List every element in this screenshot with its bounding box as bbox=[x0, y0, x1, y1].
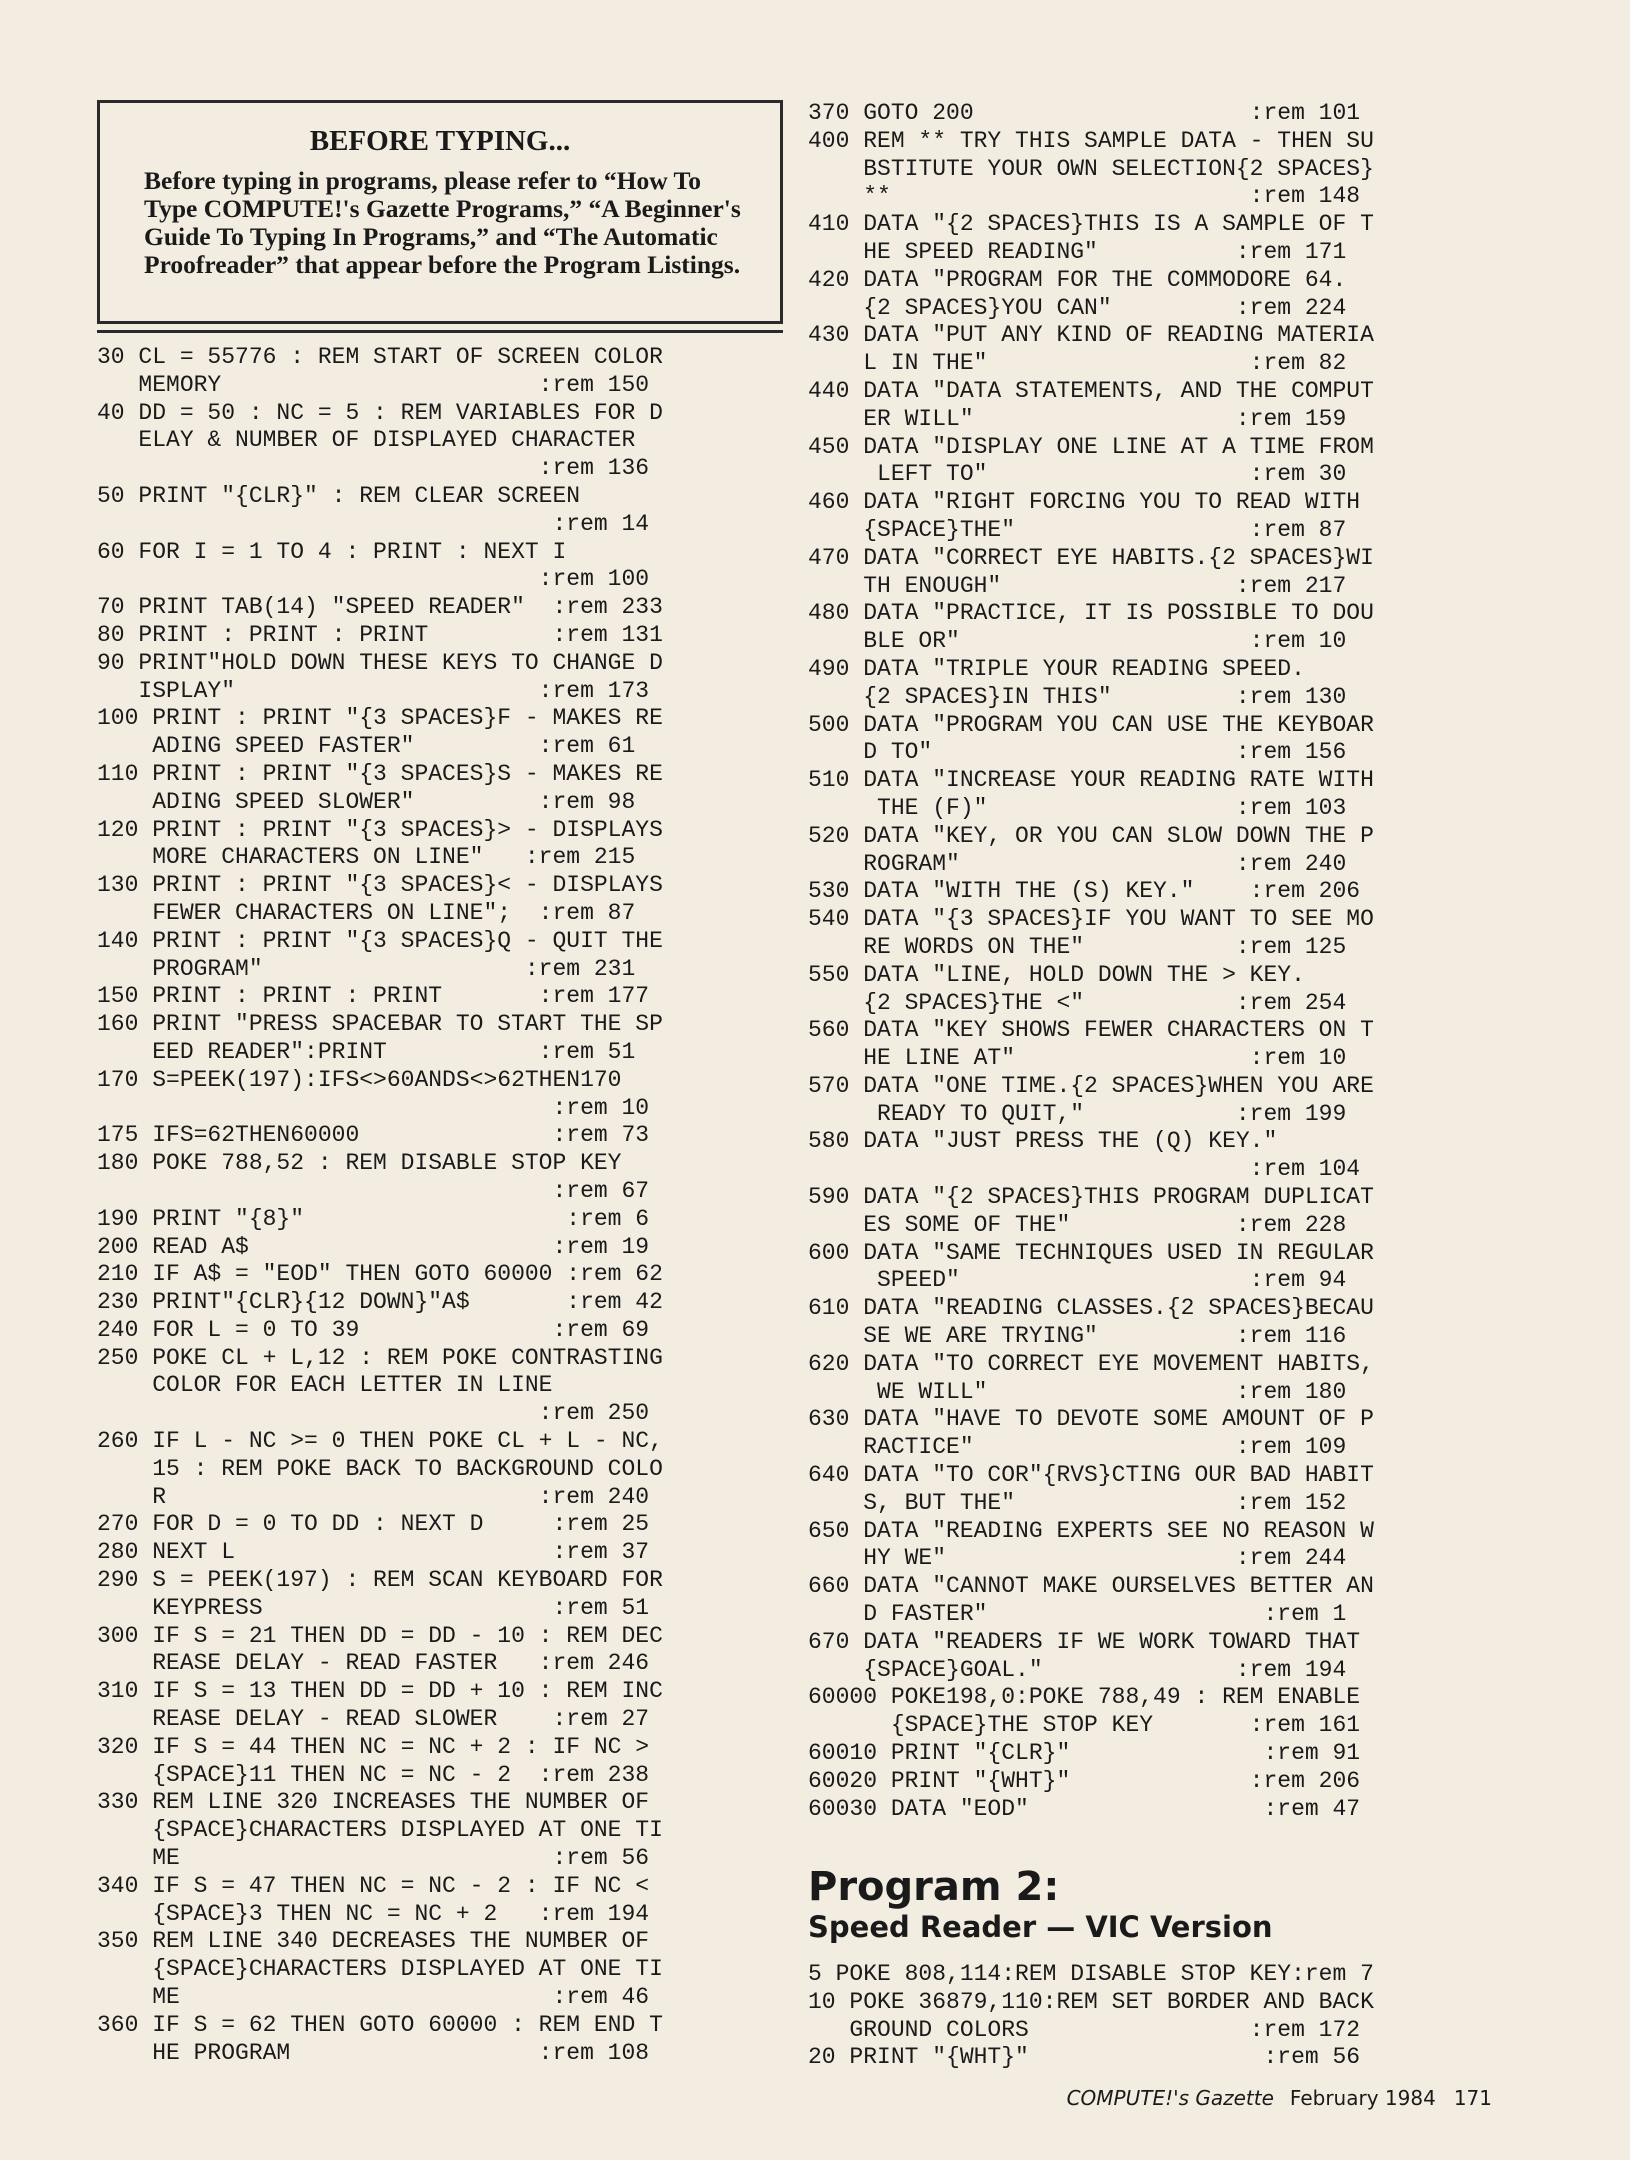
code-line: 450 DATA "DISPLAY ONE LINE AT A TIME FROM bbox=[808, 433, 1374, 460]
code-line: 630 DATA "HAVE TO DEVOTE SOME AMOUNT OF P bbox=[808, 1406, 1374, 1433]
code-line: 180 POKE 788,52 : REM DISABLE STOP KEY bbox=[97, 1150, 622, 1177]
code-line: LEFT TO" :rem 30 bbox=[808, 461, 1347, 488]
code-line: RE WORDS ON THE" :rem 125 bbox=[808, 933, 1347, 960]
code-line: 330 REM LINE 320 INCREASES THE NUMBER OF bbox=[97, 1789, 650, 1816]
code-line: {SPACE}THE" :rem 87 bbox=[808, 516, 1347, 543]
code-line: 120 PRINT : PRINT "{3 SPACES}> - DISPLAYS bbox=[97, 816, 663, 843]
code-line: 420 DATA "PROGRAM FOR THE COMMODORE 64. bbox=[808, 266, 1347, 293]
code-line: HE LINE AT" :rem 10 bbox=[808, 1045, 1347, 1072]
code-line: 190 PRINT "{8}" :rem 6 bbox=[97, 1205, 650, 1232]
code-line: 500 DATA "PROGRAM YOU CAN USE THE KEYBOAR bbox=[808, 711, 1374, 738]
code-line: 510 DATA "INCREASE YOUR READING RATE WITH bbox=[808, 767, 1374, 794]
code-line: 60000 POKE198,0:POKE 788,49 : REM ENABLE bbox=[808, 1684, 1361, 1711]
code-line: 560 DATA "KEY SHOWS FEWER CHARACTERS ON T bbox=[808, 1017, 1374, 1044]
page-number: 171 bbox=[1453, 2086, 1492, 2110]
code-line: {SPACE}3 THEN NC = NC + 2 :rem 194 bbox=[97, 1900, 650, 1927]
code-line: 40 DD = 50 : NC = 5 : REM VARIABLES FOR D bbox=[97, 399, 663, 426]
code-line: ISPLAY" :rem 173 bbox=[97, 677, 650, 704]
code-line: REASE DELAY - READ SLOWER :rem 27 bbox=[97, 1706, 650, 1733]
code-line: 480 DATA "PRACTICE, IT IS POSSIBLE TO DOU bbox=[808, 600, 1374, 627]
code-line: BSTITUTE YOUR OWN SELECTION{2 SPACES} bbox=[808, 155, 1374, 182]
code-line: 310 IF S = 13 THEN DD = DD + 10 : REM INC bbox=[97, 1678, 663, 1705]
code-line: 140 PRINT : PRINT "{3 SPACES}Q - QUIT THE bbox=[97, 927, 663, 954]
code-line: ME :rem 46 bbox=[97, 1984, 650, 2011]
code-line: KEYPRESS :rem 51 bbox=[97, 1594, 650, 1621]
code-line: :rem 104 bbox=[808, 1156, 1361, 1183]
code-line: 670 DATA "READERS IF WE WORK TOWARD THAT bbox=[808, 1628, 1361, 1655]
code-line: 20 PRINT "{WHT}" :rem 56 bbox=[808, 2044, 1361, 2071]
code-line: 650 DATA "READING EXPERTS SEE NO REASON W bbox=[808, 1517, 1374, 1544]
code-line: 440 DATA "DATA STATEMENTS, AND THE COMPUT bbox=[808, 377, 1374, 404]
code-line: {SPACE}GOAL." :rem 194 bbox=[808, 1656, 1347, 1683]
code-line: 210 IF A$ = "EOD" THEN GOTO 60000 :rem 62 bbox=[97, 1261, 663, 1288]
code-line: :rem 250 bbox=[97, 1400, 650, 1427]
code-line: ADING SPEED SLOWER" :rem 98 bbox=[97, 788, 636, 815]
code-line: ME :rem 56 bbox=[97, 1845, 650, 1872]
code-line: 175 IFS=62THEN60000 :rem 73 bbox=[97, 1122, 650, 1149]
code-line: THE (F)" :rem 103 bbox=[808, 794, 1347, 821]
code-line: 270 FOR D = 0 TO DD : NEXT D :rem 25 bbox=[97, 1511, 650, 1538]
code-line: 290 S = PEEK(197) : REM SCAN KEYBOARD FOR bbox=[97, 1567, 663, 1594]
code-line: 230 PRINT"{CLR}{12 DOWN}"A$ :rem 42 bbox=[97, 1289, 663, 1316]
code-line: ER WILL" :rem 159 bbox=[808, 405, 1347, 432]
code-line: 70 PRINT TAB(14) "SPEED READER" :rem 233 bbox=[97, 594, 663, 621]
code-line: D FASTER" :rem 1 bbox=[808, 1601, 1347, 1628]
listing-left-column bbox=[97, 344, 787, 2067]
code-line: 320 IF S = 44 THEN NC = NC + 2 : IF NC > bbox=[97, 1733, 650, 1760]
code-line: ES SOME OF THE" :rem 228 bbox=[808, 1211, 1347, 1238]
code-line: HE PROGRAM :rem 108 bbox=[97, 2039, 650, 2066]
code-line: 130 PRINT : PRINT "{3 SPACES}< - DISPLAYS bbox=[97, 872, 663, 899]
code-line: GROUND COLORS :rem 172 bbox=[808, 2016, 1361, 2043]
code-line: COLOR FOR EACH LETTER IN LINE bbox=[97, 1372, 553, 1399]
footer-issue: February 1984 bbox=[1289, 2086, 1436, 2110]
code-line: 15 : REM POKE BACK TO BACKGROUND COLO bbox=[97, 1455, 663, 1482]
code-line: READY TO QUIT," :rem 199 bbox=[808, 1100, 1347, 1127]
code-line: {SPACE}CHARACTERS DISPLAYED AT ONE TI bbox=[97, 1956, 663, 1983]
code-line: 110 PRINT : PRINT "{3 SPACES}S - MAKES RE bbox=[97, 760, 663, 787]
code-line: PROGRAM" :rem 231 bbox=[97, 955, 636, 982]
code-line: 620 DATA "TO CORRECT EYE MOVEMENT HABITS, bbox=[808, 1350, 1374, 1377]
code-line: {SPACE}THE STOP KEY :rem 161 bbox=[808, 1712, 1361, 1739]
code-line: 600 DATA "SAME TECHNIQUES USED IN REGULAR bbox=[808, 1239, 1374, 1266]
page-footer bbox=[1067, 2086, 1492, 2110]
code-line: 5 POKE 808,114:REM DISABLE STOP KEY:rem 7 bbox=[808, 1961, 1374, 1987]
code-line: 160 PRINT "PRESS SPACEBAR TO START THE SP bbox=[97, 1011, 663, 1038]
code-line: 240 FOR L = 0 TO 39 :rem 69 bbox=[97, 1316, 650, 1343]
code-line: 490 DATA "TRIPLE YOUR READING SPEED. bbox=[808, 655, 1305, 682]
code-line: 550 DATA "LINE, HOLD DOWN THE > KEY. bbox=[808, 961, 1305, 988]
notice-title: BEFORE TYPING... bbox=[309, 125, 571, 157]
code-line: 430 DATA "PUT ANY KIND OF READING MATERIA bbox=[808, 322, 1374, 349]
listing-right-column bbox=[808, 100, 1508, 1823]
code-line: ELAY & NUMBER OF DISPLAYED CHARACTER bbox=[97, 427, 636, 454]
code-line: 460 DATA "RIGHT FORCING YOU TO READ WITH bbox=[808, 489, 1361, 516]
code-line: ROGRAM" :rem 240 bbox=[808, 850, 1347, 877]
program2-subtitle: Speed Reader — VIC Version bbox=[808, 1910, 1273, 1944]
code-line: 30 CL = 55776 : REM START OF SCREEN COLOR bbox=[97, 344, 663, 370]
code-line: :rem 100 bbox=[97, 566, 650, 593]
code-line: L IN THE" :rem 82 bbox=[808, 350, 1347, 377]
code-line: 640 DATA "TO COR"{RVS}CTING OUR BAD HABIT bbox=[808, 1462, 1374, 1489]
code-line: MORE CHARACTERS ON LINE" :rem 215 bbox=[97, 844, 636, 871]
footer-publication: COMPUTE!'s Gazette bbox=[1066, 2086, 1274, 2110]
listing-vic-column bbox=[808, 1961, 1508, 2072]
code-line: 350 REM LINE 340 DECREASES THE NUMBER OF bbox=[97, 1928, 650, 1955]
code-line: ADING SPEED FASTER" :rem 61 bbox=[97, 733, 636, 760]
code-line: TH ENOUGH" :rem 217 bbox=[808, 572, 1347, 599]
code-line: 590 DATA "{2 SPACES}THIS PROGRAM DUPLICAT bbox=[808, 1184, 1374, 1211]
code-line: 530 DATA "WITH THE (S) KEY." :rem 206 bbox=[808, 878, 1361, 905]
code-line: HE SPEED READING" :rem 171 bbox=[808, 238, 1347, 265]
code-line: 100 PRINT : PRINT "{3 SPACES}F - MAKES RE bbox=[97, 705, 663, 732]
code-line: 520 DATA "KEY, OR YOU CAN SLOW DOWN THE P bbox=[808, 822, 1374, 849]
code-line: SPEED" :rem 94 bbox=[808, 1267, 1347, 1294]
code-line: 280 NEXT L :rem 37 bbox=[97, 1539, 650, 1566]
code-line: 470 DATA "CORRECT EYE HABITS.{2 SPACES}WI bbox=[808, 544, 1374, 571]
code-line: 540 DATA "{3 SPACES}IF YOU WANT TO SEE MO bbox=[808, 906, 1374, 933]
code-line: FEWER CHARACTERS ON LINE"; :rem 87 bbox=[97, 899, 636, 926]
code-line: WE WILL" :rem 180 bbox=[808, 1378, 1347, 1405]
code-line: BLE OR" :rem 10 bbox=[808, 628, 1347, 655]
code-line: RACTICE" :rem 109 bbox=[808, 1434, 1347, 1461]
code-line: {2 SPACES}THE <" :rem 254 bbox=[808, 989, 1347, 1016]
code-line: SE WE ARE TRYING" :rem 116 bbox=[808, 1323, 1347, 1350]
code-line: 170 S=PEEK(197):IFS<>60ANDS<>62THEN170 bbox=[97, 1066, 622, 1093]
code-line: 400 REM ** TRY THIS SAMPLE DATA - THEN SU bbox=[808, 127, 1374, 154]
code-line: 50 PRINT "{CLR}" : REM CLEAR SCREEN bbox=[97, 482, 581, 509]
code-line: :rem 67 bbox=[97, 1177, 650, 1204]
code-line: 150 PRINT : PRINT : PRINT :rem 177 bbox=[97, 983, 650, 1010]
code-line: :rem 136 bbox=[97, 455, 650, 482]
code-line: ** :rem 148 bbox=[808, 183, 1361, 210]
code-line: 60 FOR I = 1 TO 4 : PRINT : NEXT I bbox=[97, 538, 567, 565]
code-line: REASE DELAY - READ FASTER :rem 246 bbox=[97, 1650, 650, 1677]
code-line: 660 DATA "CANNOT MAKE OURSELVES BETTER AN bbox=[808, 1573, 1374, 1600]
code-line: 60030 DATA "EOD" :rem 47 bbox=[808, 1795, 1361, 1822]
code-line: {2 SPACES}IN THIS" :rem 130 bbox=[808, 683, 1347, 710]
code-line: {2 SPACES}YOU CAN" :rem 224 bbox=[808, 294, 1347, 321]
code-line: MEMORY :rem 150 bbox=[97, 371, 650, 398]
code-line: 300 IF S = 21 THEN DD = DD - 10 : REM DEC bbox=[97, 1622, 663, 1649]
code-line: {SPACE}CHARACTERS DISPLAYED AT ONE TI bbox=[97, 1817, 663, 1844]
code-line: {SPACE}11 THEN NC = NC - 2 :rem 238 bbox=[97, 1761, 650, 1788]
notice-text: Before typing in programs, please refer to “How To Type COMPUTE!'s Gazette Programs,” “A Beginner's Guide To Typing In Programs,” and “The Automatic Proofreader” that appear before the Program Listings. bbox=[144, 166, 741, 279]
code-line: 60020 PRINT "{WHT}" :rem 206 bbox=[808, 1767, 1361, 1794]
code-line: 250 POKE CL + L,12 : REM POKE CONTRASTING bbox=[97, 1344, 663, 1371]
code-line: 570 DATA "ONE TIME.{2 SPACES}WHEN YOU ARE bbox=[808, 1072, 1374, 1099]
code-line: 80 PRINT : PRINT : PRINT :rem 131 bbox=[97, 621, 663, 648]
code-line: 360 IF S = 62 THEN GOTO 60000 : REM END T bbox=[97, 2011, 663, 2038]
code-line: EED READER":PRINT :rem 51 bbox=[97, 1038, 636, 1065]
before-typing-notice bbox=[97, 100, 783, 324]
code-line: S, BUT THE" :rem 152 bbox=[808, 1489, 1347, 1516]
code-line: HY WE" :rem 244 bbox=[808, 1545, 1347, 1572]
code-line: 90 PRINT"HOLD DOWN THESE KEYS TO CHANGE D bbox=[97, 649, 663, 676]
code-line: D TO" :rem 156 bbox=[808, 739, 1347, 766]
code-line: 370 GOTO 200 :rem 101 bbox=[808, 100, 1361, 126]
code-line: 410 DATA "{2 SPACES}THIS IS A SAMPLE OF T bbox=[808, 211, 1374, 238]
program2-title: Program 2: bbox=[808, 1864, 1060, 1910]
code-line: :rem 14 bbox=[97, 510, 650, 537]
code-line: 580 DATA "JUST PRESS THE (Q) KEY." bbox=[808, 1128, 1278, 1155]
code-line: 10 POKE 36879,110:REM SET BORDER AND BACK bbox=[808, 1988, 1374, 2015]
code-line: :rem 10 bbox=[97, 1094, 650, 1121]
code-line: R :rem 240 bbox=[97, 1483, 650, 1510]
code-line: 260 IF L - NC >= 0 THEN POKE CL + L - NC, bbox=[97, 1428, 663, 1455]
code-line: 610 DATA "READING CLASSES.{2 SPACES}BECAU bbox=[808, 1295, 1374, 1322]
code-line: 60010 PRINT "{CLR}" :rem 91 bbox=[808, 1740, 1361, 1767]
divider bbox=[97, 330, 783, 333]
code-line: 340 IF S = 47 THEN NC = NC - 2 : IF NC < bbox=[97, 1872, 650, 1899]
code-line: 200 READ A$ :rem 19 bbox=[97, 1233, 650, 1260]
